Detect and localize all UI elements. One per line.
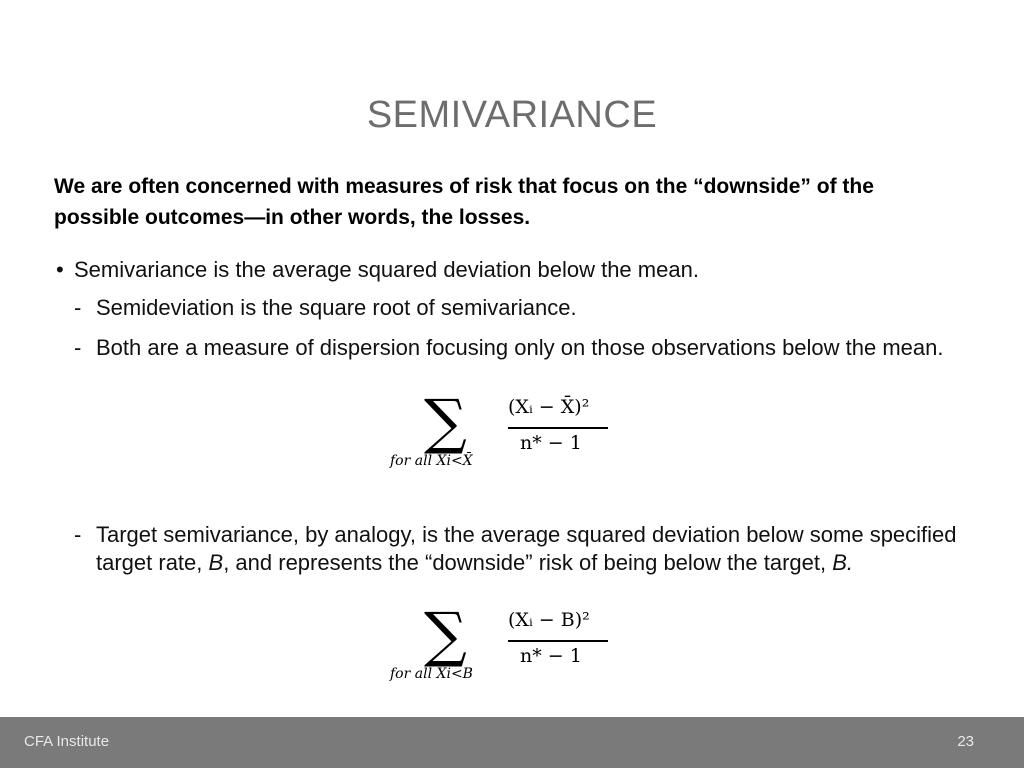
intro-statement: We are often concerned with measures of risk that focus on the “downside” of the possible outcomes—in other words, the losses. xyxy=(54,175,874,229)
target-symbol: B xyxy=(208,550,224,575)
text-part: , and represents the “downside” risk of being below the target, xyxy=(223,550,833,575)
semivariance-formula xyxy=(390,387,620,472)
fraction-numerator: (Xᵢ − B)² xyxy=(508,609,590,631)
bullet-marker: • xyxy=(56,257,64,282)
summation-symbol: ∑ xyxy=(424,600,467,670)
target-semivariance-formula xyxy=(390,600,620,685)
sub-bullet-semideviation xyxy=(74,294,974,322)
sub-bullet-dispersion xyxy=(74,334,974,362)
slide-title: SEMIVARIANCE xyxy=(366,94,658,136)
page-number: 23 xyxy=(957,733,974,750)
footer-bar xyxy=(0,717,1024,768)
text-part: Target semivariance, by analogy, is the average squared deviation below some specified target rate, xyxy=(96,522,957,575)
bullet-semivariance xyxy=(56,256,976,284)
sub-bullet-text: Semideviation is the square root of semivariance. xyxy=(96,295,577,320)
summation-symbol: ∑ xyxy=(424,387,467,457)
summation-subscript: for all Xi<B xyxy=(390,666,473,682)
summation-subscript: for all Xi<X̄ xyxy=(390,453,473,469)
sub-bullet-text: Both are a measure of dispersion focusing only on those observations below the mean. xyxy=(96,335,944,360)
fraction-denominator: n* − 1 xyxy=(520,432,582,454)
footer-organization: CFA Institute xyxy=(24,733,110,750)
sub-bullet-target-semivariance xyxy=(74,521,974,577)
target-symbol: B. xyxy=(832,550,854,575)
dash-marker: - xyxy=(74,335,82,360)
fraction-denominator: n* − 1 xyxy=(520,645,582,667)
fraction-bar xyxy=(508,640,608,642)
dash-marker: - xyxy=(74,295,82,320)
sub-bullet-text xyxy=(96,521,974,577)
bullet-text: Semivariance is the average squared deviation below the mean. xyxy=(74,257,699,282)
dash-marker: - xyxy=(74,522,82,547)
fraction-numerator: (Xᵢ − X̄)² xyxy=(508,396,590,418)
fraction-bar xyxy=(508,427,608,429)
